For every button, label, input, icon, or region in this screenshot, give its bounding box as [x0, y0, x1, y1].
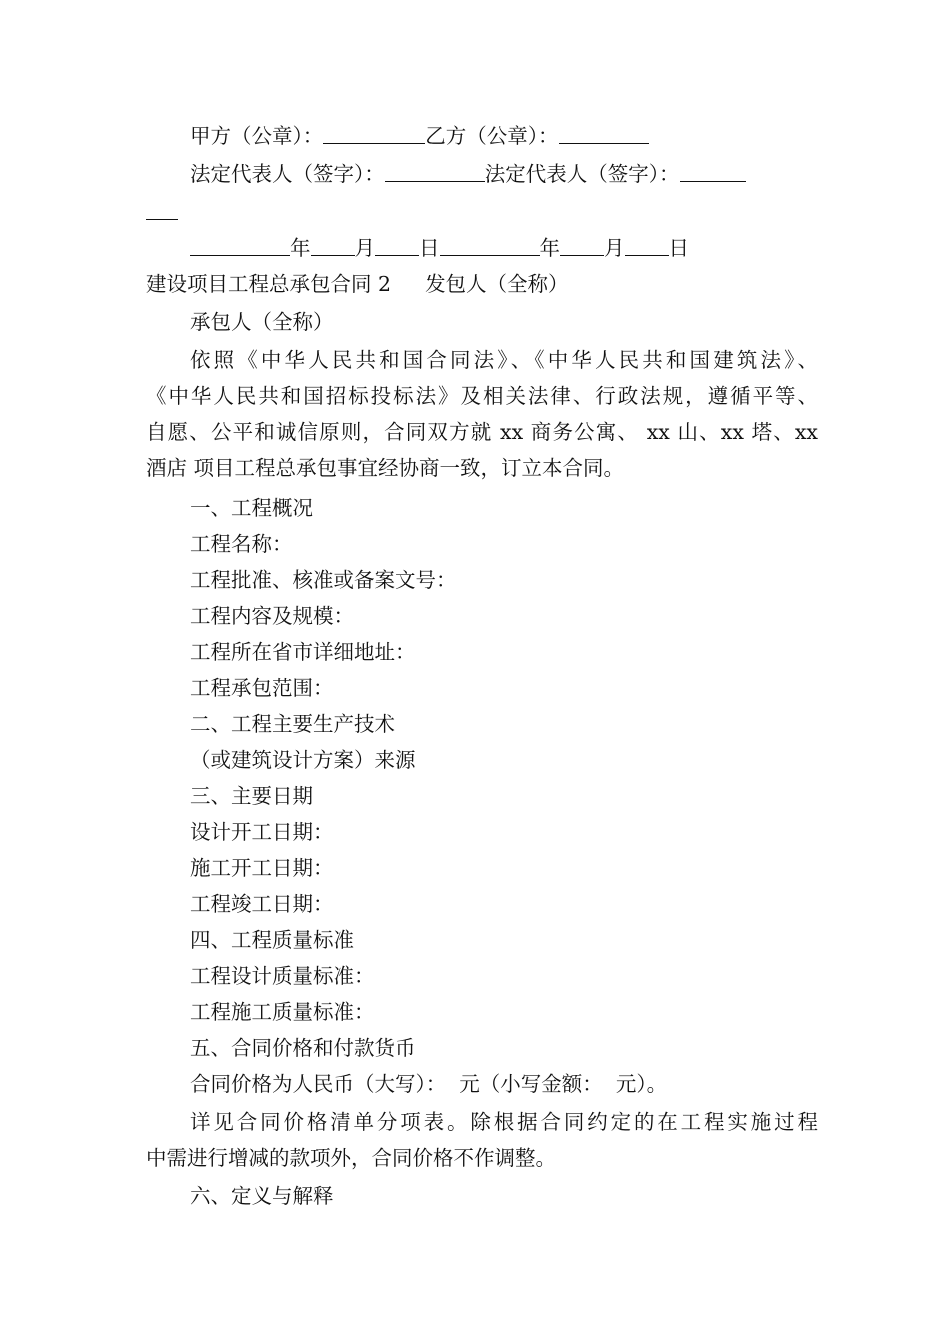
section-5-heading: 五、合同价格和付款货币: [190, 1036, 416, 1060]
seal-line: [190, 118, 818, 154]
legal-rep-b-blank: [680, 159, 746, 182]
date-line: [190, 230, 818, 266]
date-a-day-label: 日: [419, 236, 440, 260]
contract-scope-field: 工程承包范围：: [190, 676, 334, 700]
legal-rep-a-label: 法定代表人（签字）：: [190, 162, 385, 186]
date-a-month-label: 月: [354, 236, 375, 260]
date-b-year-label: 年: [539, 236, 560, 260]
legal-rep-line-wrap: [146, 194, 818, 230]
contract-price-field: 合同价格为人民币（大写）： 元（小写金额： 元）。: [190, 1072, 668, 1096]
preamble-line-1: 依照《中华人民共和国合同法》、《中华人民共和国建筑法》、: [190, 348, 818, 372]
date-a-year-label: 年: [290, 236, 311, 260]
contractor-label: 承包人（全称）: [190, 310, 334, 334]
design-start-date-field: 设计开工日期：: [190, 820, 334, 844]
date-b-day-label: 日: [668, 236, 689, 260]
legal-rep-line: [190, 156, 818, 192]
preamble-line-2: 《中华人民共和国招标投标法》及相关法律、行政法规，遵循平等、: [146, 384, 818, 408]
contract-title: 建设项目工程总承包合同 2: [146, 272, 392, 296]
price-note-line-1: 详见合同价格清单分项表。除根据合同约定的在工程实施过程: [190, 1110, 818, 1134]
approval-number-field: 工程批准、核准或备案文号：: [190, 568, 457, 592]
address-field: 工程所在省市详细地址：: [190, 640, 416, 664]
employer-label: 发包人（全称）: [425, 272, 569, 296]
date-b-month-label: 月: [604, 236, 625, 260]
scope-scale-field: 工程内容及规模：: [190, 604, 354, 628]
legal-rep-b-label: 法定代表人（签字）：: [484, 162, 680, 186]
date-a-year-blank: [190, 233, 290, 256]
design-quality-field: 工程设计质量标准：: [190, 964, 375, 988]
section-6-heading: 六、定义与解释: [190, 1184, 334, 1208]
contract-title-line: [146, 266, 818, 302]
party-b-seal-label: 乙方（公章）：: [425, 124, 559, 148]
party-b-seal-blank: [559, 121, 649, 144]
project-name-field: 工程名称：: [190, 532, 293, 556]
construction-start-date-field: 施工开工日期：: [190, 856, 334, 880]
section-4-heading: 四、工程质量标准: [190, 928, 354, 952]
construction-quality-field: 工程施工质量标准：: [190, 1000, 375, 1024]
price-note-line-2: 中需进行增减的款项外，合同价格不作调整。: [146, 1146, 556, 1170]
date-a-day-blank: [375, 233, 419, 256]
date-a-month-blank: [311, 233, 355, 256]
preamble-line-3: 自愿、公平和诚信原则，合同双方就 xx 商务公寓、 xx 山、xx 塔、xx: [146, 420, 818, 444]
contractor-line: [190, 304, 818, 340]
party-a-seal-label: 甲方（公章）：: [190, 124, 324, 148]
date-b-day-blank: [625, 233, 669, 256]
preamble-line-4: 酒店 项目工程总承包事宜经协商一致，订立本合同。: [146, 456, 625, 480]
legal-rep-a-blank: [385, 159, 485, 182]
completion-date-field: 工程竣工日期：: [190, 892, 334, 916]
section-3-heading: 三、主要日期: [190, 784, 313, 808]
date-b-year-blank: [440, 233, 540, 256]
section-1-heading: 一、工程概况: [190, 496, 313, 520]
party-a-seal-blank: [323, 121, 425, 144]
section-2-heading: 二、工程主要生产技术: [190, 712, 395, 736]
legal-rep-b-blank-continued: [146, 197, 178, 220]
date-b-month-blank: [560, 233, 604, 256]
design-source-line: （或建筑设计方案）来源: [190, 748, 416, 772]
